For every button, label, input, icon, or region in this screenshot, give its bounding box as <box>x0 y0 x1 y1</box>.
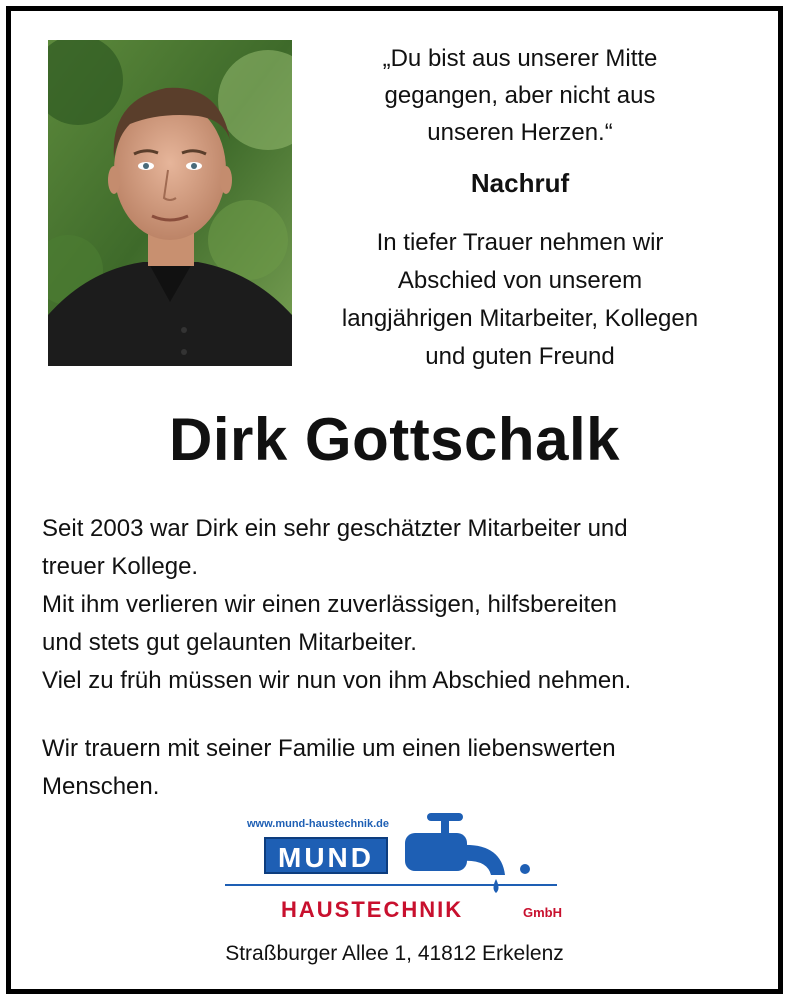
logo-word-haustechnik: HAUSTECHNIK <box>281 897 464 922</box>
body-line: treuer Kollege. <box>42 553 199 580</box>
logo-word-mund: MUND <box>278 842 374 873</box>
intro-line: und guten Freund <box>425 343 615 370</box>
intro-line: langjährigen Mitarbeiter, Kollegen <box>341 305 699 332</box>
memorial-quote <box>300 40 740 151</box>
closing-line: Wir trauern mit seiner Familie um einen liebenswerten <box>42 735 616 762</box>
quote-line: gegangen, aber nicht aus <box>384 82 656 109</box>
intro-line: Abschied von unserem <box>397 267 643 294</box>
body-line: Seit 2003 war Dirk ein sehr geschätzter Mitarbeiter und <box>42 515 628 542</box>
company-address: Straßburger Allee 1, 41812 Erkelenz <box>225 942 564 965</box>
portrait-photo <box>48 40 292 366</box>
obituary-heading: Nachruf <box>470 168 570 198</box>
logo-url: www.mund-haustechnik.de <box>247 818 389 830</box>
obituary-body <box>42 510 762 806</box>
quote-line: unseren Herzen.“ <box>427 119 613 146</box>
intro-line: In tiefer Trauer nehmen wir <box>376 229 664 256</box>
closing-line: Menschen. <box>42 773 160 800</box>
logo-suffix: GmbH <box>523 905 562 920</box>
company-logo <box>225 805 565 925</box>
body-line: Viel zu früh müssen wir nun von ihm Abschied nehmen. <box>42 667 632 694</box>
body-line: und stets gut gelaunten Mitarbeiter. <box>42 629 417 656</box>
quote-line: „Du bist aus unserer Mitte <box>382 45 658 72</box>
body-line: Mit ihm verlieren wir einen zuverlässigen, hilfsbereiten <box>42 591 617 618</box>
deceased-name: Dirk Gottschalk <box>169 406 620 473</box>
intro-text <box>300 224 740 376</box>
faucet-icon <box>405 813 530 893</box>
